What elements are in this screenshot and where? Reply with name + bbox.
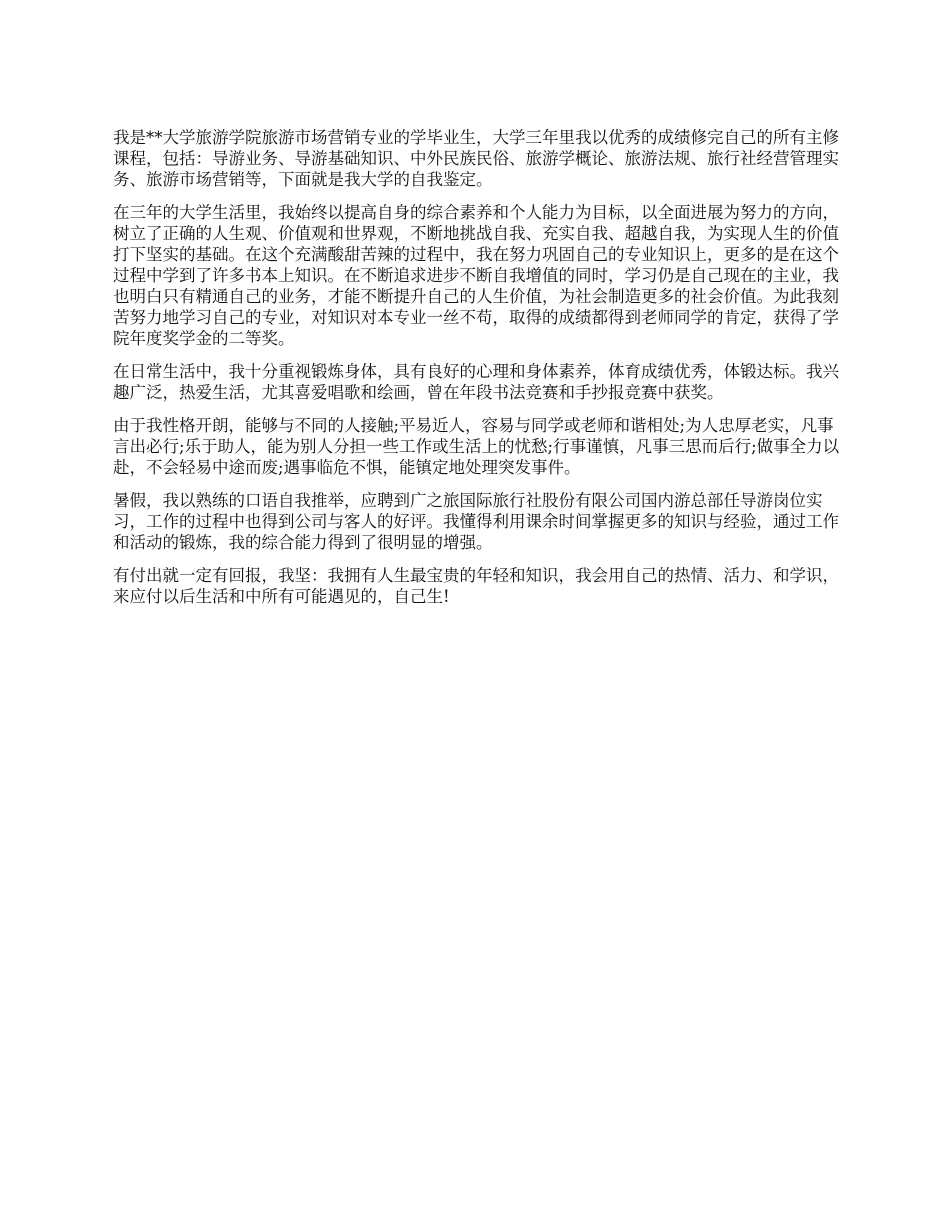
document-body <box>113 127 843 619</box>
paragraph-personality: 由于我性格开朗，能够与不同的人接触;平易近人，容易与同学或老师和谐相处;为人忠厚老实，凡事言出必行;乐于助人，能为别人分担一些工作或生活上的忧愁;行事谨慎，凡事三思而后行;做事全力以赴，不会轻易中途而废;遇事临危不惧，能镇定地处理突发事件。 <box>113 416 840 477</box>
paragraph-conclusion: 有付出就一定有回报，我坚：我拥有人生最宝贵的年轻和知识，我会用自己的热情、活力、和学识，来应付以后生活和中所有可能遇见的，自己生! <box>113 566 839 606</box>
paragraph-university-life: 在三年的大学生活里，我始终以提高自身的综合素养和个人能力为目标，以全面进展为努力的方向，树立了正确的人生观、价值观和世界观，不断地挑战自我、充实自我、超越自我，为实现人生的价值打下坚实的基础。在这个充满酸甜苦辣的过程中，我在努力巩固自己的专业知识上，更多的是在这个过程中学到了许多书本上知识。在不断追求进步不断自我增值的同时，学习仍是自己现在的主业，我也明白只有精通自己的业务，才能不断提升自己的人生价值，为社会制造更多的社会价值。为此我刻苦努力地学习自己的专业，对知识对本专业一丝不苟，取得的成绩都得到老师同学的肯定，获得了学院年度奖学金的二等奖。 <box>113 203 839 348</box>
paragraph-intro: 我是**大学旅游学院旅游市场营销专业的学毕业生，大学三年里我以优秀的成绩修完自己的所有主修课程，包括：导游业务、导游基础知识、中外民族民俗、旅游学概论、旅游法规、旅行社经营管理实务、旅游市场营销等，下面就是我大学的自我鉴定。 <box>113 128 839 189</box>
paragraph-internship: 暑假，我以熟练的口语自我推举，应聘到广之旅国际旅行社股份有限公司国内游总部任导游岗位实习，工作的过程中也得到公司与客人的好评。我懂得利用课余时间掌握更多的知识与经验，通过工作和活动的锻炼，我的综合能力得到了很明显的增强。 <box>113 491 839 552</box>
paragraph-daily-life: 在日常生活中，我十分重视锻炼身体，具有良好的心理和身体素养，体育成绩优秀，体锻达标。我兴趣广泛，热爱生活，尤其喜爱唱歌和绘画，曾在年段书法竞赛和手抄报竞赛中获奖。 <box>113 362 839 402</box>
